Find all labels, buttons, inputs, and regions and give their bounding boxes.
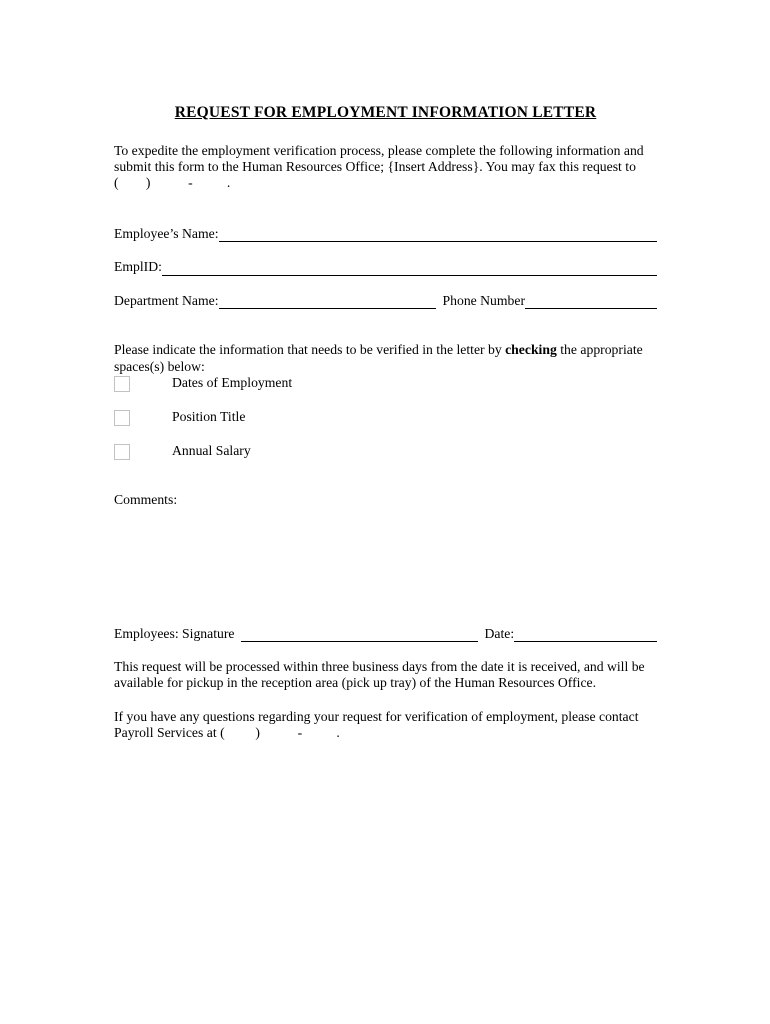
questions-text: If you have any questions regarding your request for verification of employment, please contact Payroll Services at: [114, 708, 639, 741]
empl-id-field[interactable]: [162, 262, 657, 276]
intro-text: To expedite the employment verification process, please complete the following information and submit this form to the Human Resources Office; {Insert Address}. You may fax this request to: [114, 142, 644, 175]
empl-id-label: EmplID:: [114, 259, 162, 275]
verify-prompt: [114, 342, 657, 375]
employee-name-row: [114, 226, 657, 242]
fax-number-blank: ( ) - .: [114, 175, 231, 191]
processing-paragraph: This request will be processed within three business days from the date it is received, and will be available for pickup in the reception area (pick up tray) of the Human Resources Office.: [114, 658, 645, 691]
department-label: Department Name:: [114, 292, 219, 308]
option-row-dates-of-employment: [114, 375, 657, 392]
verify-prompt-bold: checking: [505, 342, 557, 358]
option-row-position-title: [114, 409, 657, 426]
payroll-phone-blank: ( ) - .: [220, 725, 340, 741]
phone-number-field[interactable]: [525, 295, 657, 309]
signature-row: [114, 626, 657, 642]
empl-id-row: [114, 259, 657, 275]
position-title-label: Position Title: [172, 409, 246, 425]
comments-label: Comments:: [114, 492, 178, 508]
dates-of-employment-checkbox[interactable]: [114, 376, 130, 392]
verify-prompt-after: the appropriate spaces(s) below:: [114, 342, 643, 374]
page-title: REQUEST FOR EMPLOYMENT INFORMATION LETTER: [174, 104, 597, 121]
employee-name-label: Employee’s Name:: [114, 225, 219, 241]
date-field[interactable]: [514, 628, 657, 642]
position-title-checkbox[interactable]: [114, 410, 130, 426]
annual-salary-label: Annual Salary: [172, 443, 251, 459]
employee-name-field[interactable]: [219, 228, 657, 242]
intro-paragraph: [114, 143, 657, 192]
signature-label: Employees: Signature: [114, 625, 235, 641]
department-field[interactable]: [219, 295, 436, 309]
verify-prompt-before: Please indicate the information that needs to be verified in the letter by: [114, 342, 506, 358]
dates-of-employment-label: Dates of Employment: [172, 375, 293, 391]
signature-field[interactable]: [241, 628, 478, 642]
questions-paragraph: [114, 709, 657, 742]
phone-number-label: Phone Number: [442, 292, 526, 308]
date-label: Date:: [484, 625, 515, 641]
option-row-annual-salary: [114, 443, 657, 460]
annual-salary-checkbox[interactable]: [114, 444, 130, 460]
department-row: [114, 293, 657, 309]
